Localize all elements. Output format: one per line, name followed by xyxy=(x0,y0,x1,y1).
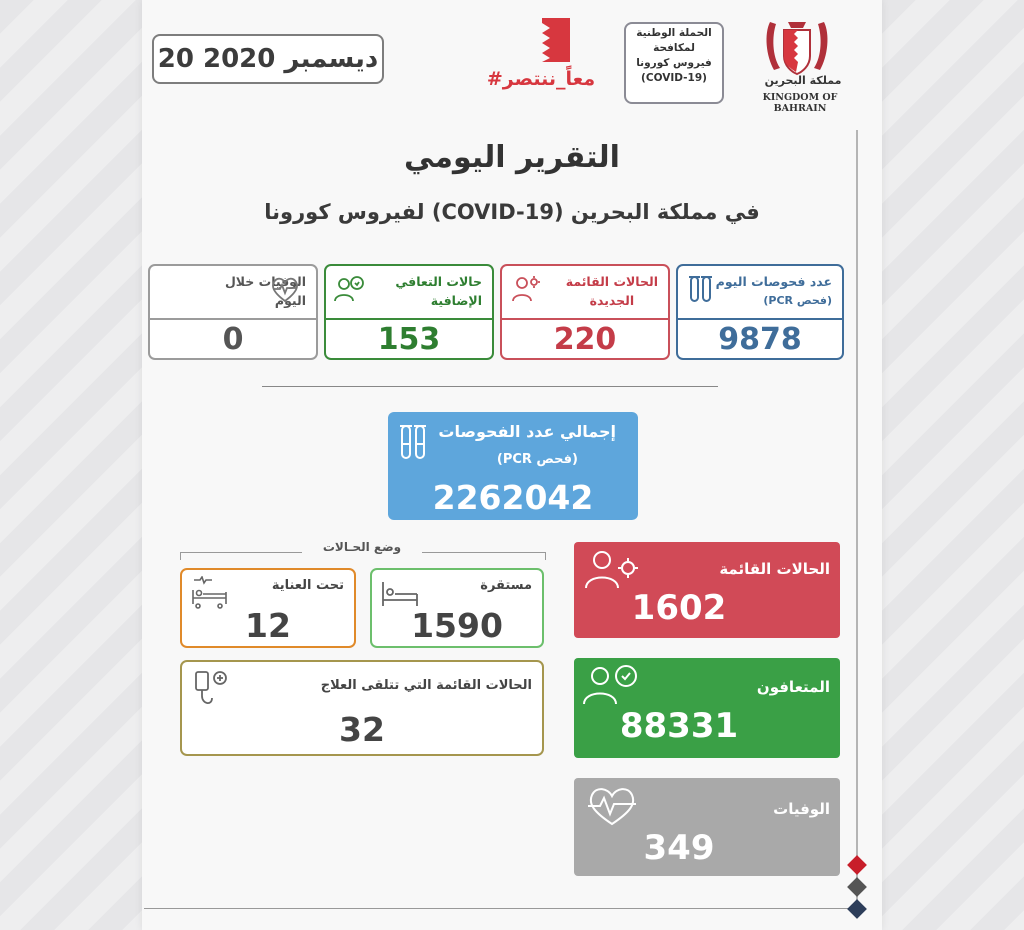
heartbeat-icon xyxy=(582,782,642,828)
campaign-box xyxy=(624,22,724,104)
heartbeat-icon xyxy=(270,274,300,304)
divider-horizontal xyxy=(262,386,718,387)
total-tests-label: إجمالي عدد الفحوصات xyxy=(438,422,616,441)
stable-value: 1590 xyxy=(411,606,503,645)
total-deaths-label: الوفيات xyxy=(773,800,830,818)
total-deaths-value: 349 xyxy=(643,828,715,868)
stable-cases-box xyxy=(370,568,544,648)
card-sublabel: الجديدة xyxy=(589,293,635,308)
date-label: 20 ديسمبر 2020 xyxy=(152,34,384,84)
total-tests-value: 2262042 xyxy=(432,478,594,517)
diamond-red-icon xyxy=(847,855,867,875)
test-tubes-icon xyxy=(398,422,428,462)
card-value: 0 xyxy=(222,322,244,357)
page-subtitle: لفيروس كورونا (COVID-19) في مملكة البحرين xyxy=(264,200,760,224)
card-label: الحالات القائمة xyxy=(565,274,658,289)
icu-bed-icon xyxy=(190,576,230,610)
card-label: حالات التعافي xyxy=(395,274,482,289)
people-heart-icon xyxy=(334,274,364,304)
bed-icon xyxy=(380,576,420,610)
total-tests-sublabel: (فحص PCR) xyxy=(496,452,578,467)
report-page xyxy=(142,0,882,930)
background-left xyxy=(0,0,142,930)
status-title: وضع الحـالات xyxy=(302,540,422,554)
total-active-label: الحالات القائمة xyxy=(719,560,830,578)
card-label: الوفيات خلال xyxy=(224,274,306,289)
campaign-line: الحملة الوطنية xyxy=(636,27,712,39)
card-value: 9878 xyxy=(718,322,802,357)
treatment-value: 32 xyxy=(339,710,385,749)
total-deaths-card xyxy=(574,778,840,876)
total-active-card xyxy=(574,542,840,638)
people-heart-icon xyxy=(582,662,642,708)
total-recovered-card xyxy=(574,658,840,758)
campaign-line: لمكافحة xyxy=(653,42,695,54)
kingdom-name-ar: مملكة البحرين xyxy=(764,74,842,87)
bahrain-flag-icon xyxy=(542,18,570,62)
card-daily-tests xyxy=(676,264,844,360)
background-right xyxy=(882,0,1024,930)
total-recovered-value: 88331 xyxy=(619,706,739,746)
slogan-text: #معاً_ننتصر xyxy=(486,68,596,90)
card-sublabel: (فحص PCR) xyxy=(763,294,832,307)
card-deaths-today xyxy=(148,264,318,360)
test-tubes-icon xyxy=(686,274,716,304)
card-new-recovered xyxy=(324,264,494,360)
diamond-gray-icon xyxy=(847,877,867,897)
total-active-value: 1602 xyxy=(631,588,727,628)
divider-vertical xyxy=(856,130,858,910)
campaign-line: فيروس كورونا xyxy=(636,57,712,69)
treatment-label: الحالات القائمة التي تتلقى العلاج xyxy=(320,678,532,693)
icu-label: تحت العناية xyxy=(271,578,344,593)
stable-label: مستقرة xyxy=(480,578,532,593)
treatment-cases-box xyxy=(180,660,544,756)
divider-bottom xyxy=(144,908,856,909)
card-new-active xyxy=(500,264,670,360)
diamond-navy-icon xyxy=(847,899,867,919)
card-sublabel: الإضافية xyxy=(430,293,482,308)
total-tests-card xyxy=(388,412,638,520)
person-virus-icon xyxy=(510,274,540,304)
card-value: 153 xyxy=(377,322,441,357)
iv-drip-icon xyxy=(190,668,230,708)
kingdom-name-en: KINGDOM OF BAHRAIN xyxy=(762,92,838,114)
person-virus-icon xyxy=(582,546,642,592)
card-label: عدد فحوصات اليوم xyxy=(715,274,832,289)
card-value: 220 xyxy=(553,322,617,357)
campaign-line: (COVID-19) xyxy=(641,72,707,84)
card-sublabel: اليوم xyxy=(274,293,306,308)
total-recovered-label: المتعافون xyxy=(756,678,830,696)
page-title: التقرير اليومي xyxy=(404,140,620,175)
icu-value: 12 xyxy=(245,606,291,645)
slogan xyxy=(482,18,600,96)
icu-cases-box xyxy=(180,568,356,648)
